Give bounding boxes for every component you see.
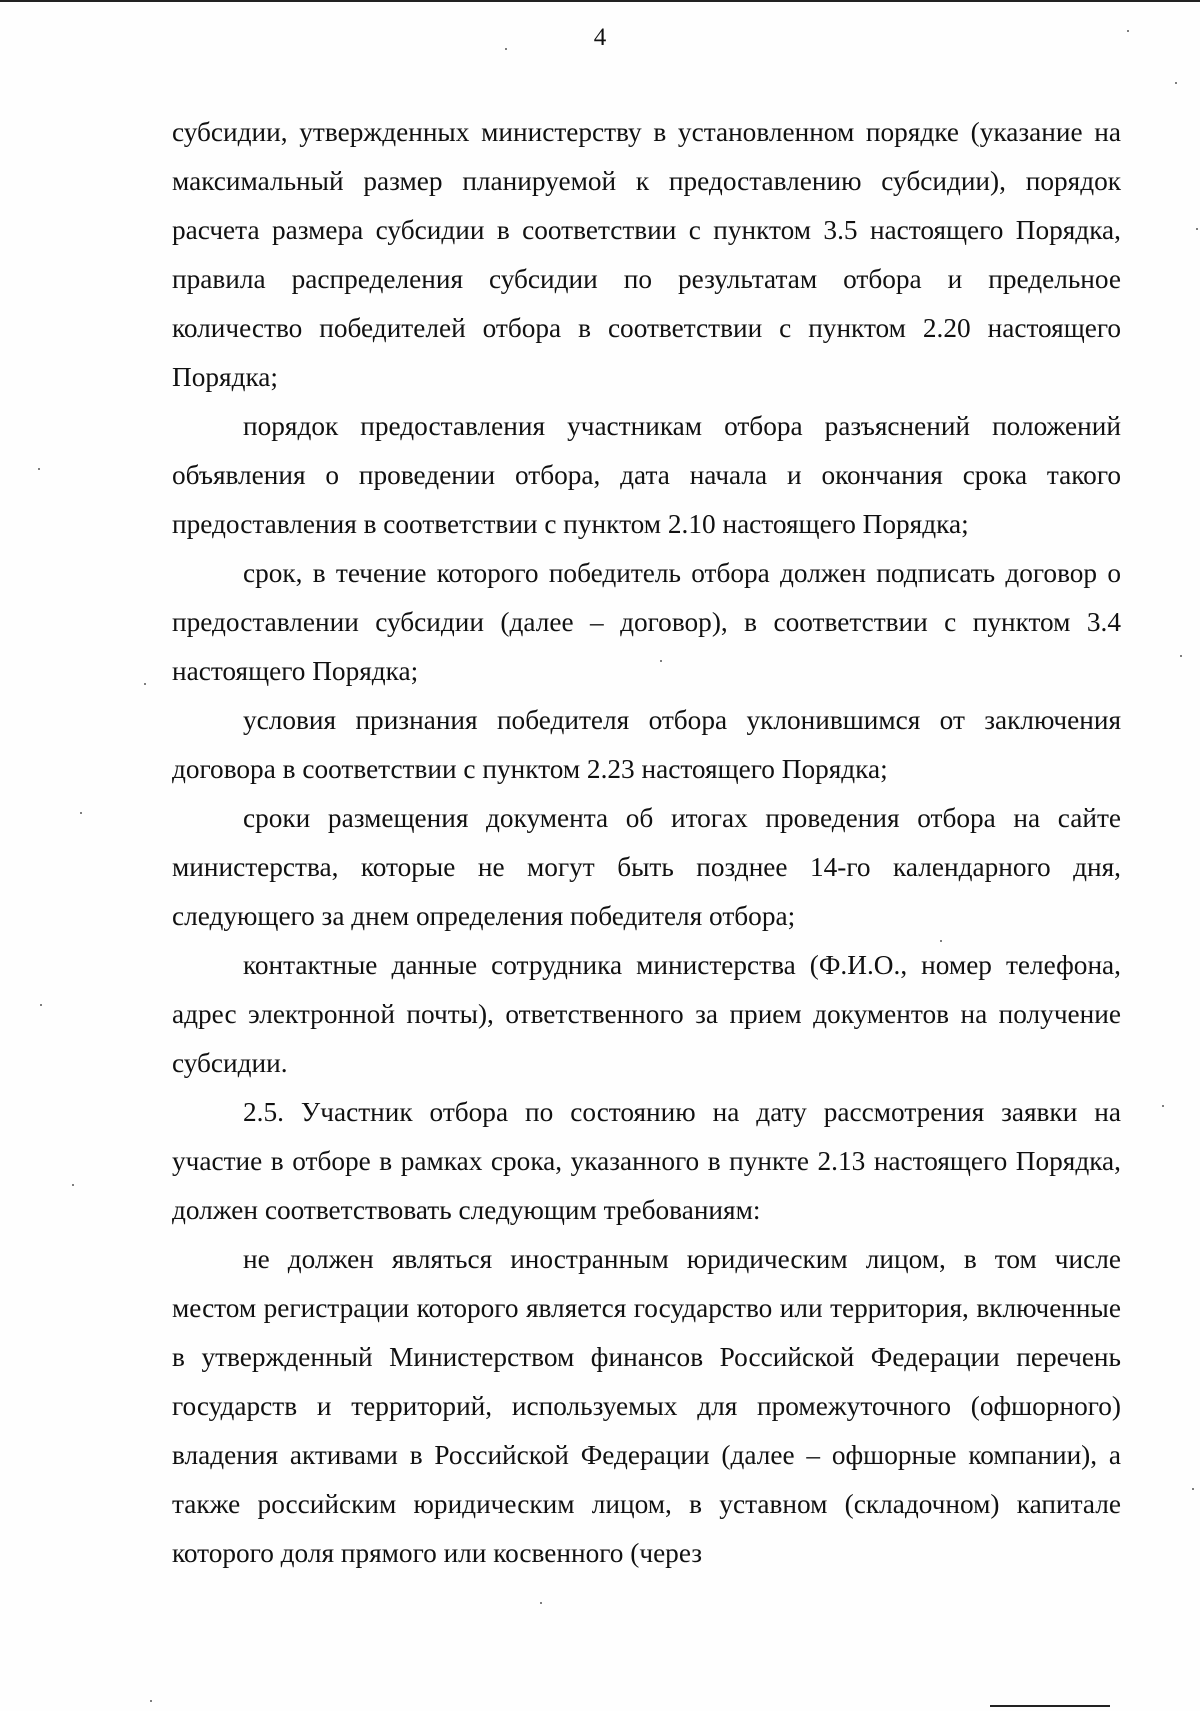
paragraph-2: порядок предоставления участникам отбора разъяснений положений объявления о проведении отбора, дата начала и окончания срока такого предоставления в соответствии с пунктом 2.10 настоящего Порядка; <box>172 411 1121 539</box>
scan-speck <box>660 660 662 662</box>
scan-speck <box>1192 1488 1194 1490</box>
scan-speck <box>80 812 82 814</box>
scan-speck <box>1180 655 1182 657</box>
scan-speck <box>144 683 146 685</box>
paragraph-5: сроки размещения документа об итогах проведения отбора на сайте министерства, которые не могут быть позднее 14-го календарного дня, следующего за днем определения победителя отбора; <box>172 803 1121 931</box>
scan-speck <box>40 1004 42 1006</box>
scan-speck <box>38 468 40 470</box>
scan-edge-top <box>0 0 1200 2</box>
paragraph-7: 2.5. Участник отбора по состоянию на дату рассмотрения заявки на участие в отборе в рамках срока, указанного в пункте 2.13 настоящего Порядка, должен соответствовать следующим требованиям: <box>172 1097 1121 1225</box>
paragraph-4: условия признания победителя отбора уклонившимся от заключения договора в соответствии с пунктом 2.23 настоящего Порядка; <box>172 705 1121 784</box>
page-number: 4 <box>593 24 607 51</box>
scan-edge-bottom <box>990 1705 1110 1707</box>
paragraph-3: срок, в течение которого победитель отбора должен подписать договор о предоставлении субсидии (далее – договор), в соответствии с пунктом 3.4 настоящего Порядка; <box>172 558 1121 686</box>
paragraph-6: контактные данные сотрудника министерства (Ф.И.О., номер телефона, адрес электронной почты), ответственного за прием документов на получение субсидии. <box>172 950 1121 1078</box>
scan-speck <box>940 940 942 942</box>
scan-speck <box>72 1184 74 1186</box>
scan-speck <box>150 1700 152 1702</box>
scan-speck <box>1196 228 1198 230</box>
scan-speck <box>1175 82 1177 84</box>
scan-speck <box>1162 1105 1164 1107</box>
scan-speck <box>540 1602 542 1604</box>
scan-speck <box>505 48 507 50</box>
paragraph-1: субсидии, утвержденных министерству в установленном порядке (указание на максимальный размер планируемой к предоставлению субсидии), порядок расчета размера субсидии в соответствии с пунктом 3.5 настоящего Порядка, правила распределения субсидии по результатам отбора и предельное количество победителей отбора в соответствии с пунктом 2.20 настоящего Порядка; <box>172 117 1121 392</box>
scan-speck <box>1127 30 1129 32</box>
paragraph-8: не должен являться иностранным юридическим лицом, в том числе местом регистрации которого является государство или территория, включенные в утвержденный Министерством финансов Российской Федерации перечень государств и территорий, используемых для промежуточного (офшорного) владения активами в Российской Федерации (далее – офшорные компании), а также российским юридическим лицом, в уставном (складочном) капитале которого доля прямого или косвенного (через <box>172 1244 1121 1568</box>
document-body <box>172 108 1121 1578</box>
